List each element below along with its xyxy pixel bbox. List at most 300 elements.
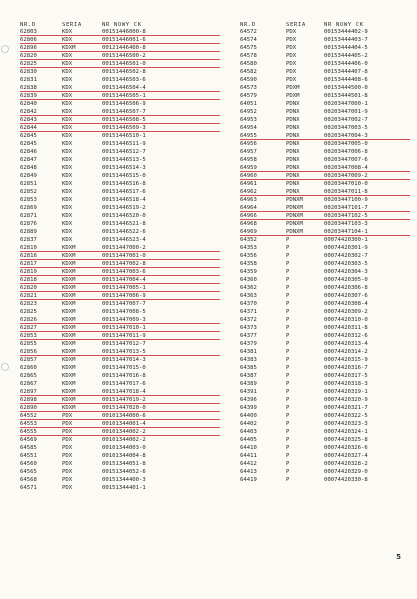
table-row	[20, 340, 220, 348]
row-nr: 62849	[20, 173, 37, 179]
row-kod: 00153444403-7	[324, 37, 368, 43]
row-kod: 00203447011-8	[324, 189, 368, 195]
row-kod: 00151447017-6	[102, 381, 146, 387]
table-row	[20, 412, 220, 420]
row-kod: 00074420302-7	[324, 253, 368, 259]
row-seria: PDNX	[286, 133, 300, 139]
row-seria: KDXM	[62, 293, 76, 299]
row-nr: 64352	[240, 237, 257, 243]
row-nr: 64411	[240, 453, 257, 459]
row-kod: 00151446500-2	[102, 53, 146, 59]
table-row	[240, 172, 410, 180]
row-seria: P	[286, 421, 290, 427]
row-seria: KDX	[62, 181, 73, 187]
table-row	[240, 428, 410, 436]
row-nr: 62830	[20, 69, 37, 75]
row-seria: KDXM	[62, 317, 76, 323]
row-seria: KDXM	[62, 333, 76, 339]
row-kod: 00151446515-0	[102, 173, 146, 179]
table-row	[240, 60, 410, 68]
table-row	[20, 116, 220, 124]
table-row	[240, 132, 410, 140]
row-nr: 62803	[20, 29, 37, 35]
row-kod: 00151447000-2	[102, 245, 146, 251]
table-row	[240, 268, 410, 276]
row-nr: 64402	[240, 421, 257, 427]
row-kod: 00074420321-7	[324, 405, 368, 411]
row-seria: KDXM	[62, 349, 76, 355]
row-nr: 64373	[240, 325, 257, 331]
left-table-body	[20, 28, 220, 492]
table-row	[240, 220, 410, 228]
row-nr: 64579	[240, 93, 257, 99]
row-nr: 62856	[20, 349, 37, 355]
left-column	[20, 12, 220, 492]
row-nr: 64387	[240, 373, 257, 379]
row-nr: 64405	[240, 437, 257, 443]
row-nr: 62825	[20, 61, 37, 67]
row-nr: 64953	[240, 117, 257, 123]
row-kod: 00074420300-1	[324, 237, 368, 243]
row-seria: KDXM	[62, 357, 76, 363]
row-nr: 64370	[240, 301, 257, 307]
row-seria: KDXM	[62, 277, 76, 283]
row-nr: 64385	[240, 365, 257, 371]
table-row	[240, 68, 410, 76]
row-seria: KDXM	[62, 381, 76, 387]
table-row	[240, 340, 410, 348]
row-seria: KDX	[62, 77, 73, 83]
row-nr: 64575	[240, 45, 257, 51]
row-seria: KDX	[62, 93, 73, 99]
table-row	[240, 396, 410, 404]
row-seria: KDXM	[62, 253, 76, 259]
row-kod: 00203447007-6	[324, 157, 368, 163]
row-nr: 64568	[20, 477, 37, 483]
row-nr: 62845	[20, 133, 37, 139]
table-row	[20, 324, 220, 332]
table-row	[240, 164, 410, 172]
row-seria: PDNX	[286, 189, 300, 195]
row-nr: 62848	[20, 165, 37, 171]
row-seria: P	[286, 261, 290, 267]
row-seria: KDX	[62, 229, 73, 235]
row-kod: 00151447009-3	[102, 317, 146, 323]
row-kod: 00074420329-0	[324, 469, 368, 475]
row-seria: P	[286, 469, 290, 475]
row-kod: 00203447001-9	[324, 109, 368, 115]
table-row	[240, 420, 410, 428]
table-row	[20, 164, 220, 172]
row-seria: P	[286, 453, 290, 459]
table-row	[20, 260, 220, 268]
row-nr: 64362	[240, 285, 257, 291]
table-row	[20, 460, 220, 468]
row-kod: 00074420323-3	[324, 421, 368, 427]
row-seria: PDX	[62, 421, 73, 427]
table-row	[240, 332, 410, 340]
row-kod: 00074420328-2	[324, 461, 368, 467]
table-row	[20, 44, 220, 52]
table-row	[20, 292, 220, 300]
row-seria: KDXM	[62, 301, 76, 307]
row-kod: 00074420327-4	[324, 453, 368, 459]
table-row	[20, 108, 220, 116]
row-seria: KDXM	[62, 245, 76, 251]
row-seria: KDXM	[62, 405, 76, 411]
row-nr: 62842	[20, 109, 37, 115]
row-nr: 64958	[240, 157, 257, 163]
row-nr: 64565	[20, 469, 37, 475]
table-row	[20, 300, 220, 308]
row-kod: 00074420326-6	[324, 445, 368, 451]
row-kod: 00074420308-4	[324, 301, 368, 307]
row-seria: P	[286, 405, 290, 411]
row-kod: 00203447009-2	[324, 173, 368, 179]
row-nr: 62853	[20, 197, 37, 203]
row-kod: 00203447010-0	[324, 181, 368, 187]
table-row	[20, 140, 220, 148]
row-kod: 00101344002-2	[102, 437, 146, 443]
row-seria: PDNX	[286, 101, 300, 107]
table-row	[240, 284, 410, 292]
row-seria: PDX	[286, 53, 297, 59]
table-row	[20, 28, 220, 36]
row-seria: P	[286, 333, 290, 339]
row-nr: 62826	[20, 317, 37, 323]
row-seria: KDXM	[62, 373, 76, 379]
row-kod: 00203447000-1	[324, 101, 368, 107]
row-nr: 64381	[240, 349, 257, 355]
table-row	[240, 204, 410, 212]
row-nr: 64590	[240, 77, 257, 83]
row-nr: 64377	[240, 333, 257, 339]
row-nr: 62843	[20, 117, 37, 123]
row-kod: 00153444407-8	[324, 69, 368, 75]
row-kod: 00151447005-1	[102, 285, 146, 291]
row-kod: 00074420322-5	[324, 413, 368, 419]
row-kod: 00203447100-9	[324, 197, 368, 203]
row-seria: KDXM	[62, 269, 76, 275]
row-kod: 00074420310-0	[324, 317, 368, 323]
row-seria: KDX	[62, 29, 73, 35]
row-nr: 62860	[20, 365, 37, 371]
row-kod: 00203447003-5	[324, 125, 368, 131]
table-row	[20, 148, 220, 156]
row-nr: 62867	[20, 381, 37, 387]
row-seria: KDX	[62, 237, 73, 243]
table-row	[20, 268, 220, 276]
table-row	[20, 332, 220, 340]
punch-hole	[1, 363, 9, 371]
row-nr: 62855	[20, 341, 37, 347]
row-kod: 00074420317-5	[324, 373, 368, 379]
row-kod: 00203447005-0	[324, 141, 368, 147]
table-row	[20, 244, 220, 252]
row-nr: 62890	[20, 405, 37, 411]
table-row	[20, 308, 220, 316]
row-nr: 62820	[20, 53, 37, 59]
row-nr: 64954	[240, 125, 257, 131]
row-seria: KDXM	[62, 261, 76, 267]
row-seria: PDX	[62, 429, 73, 435]
row-nr: 62857	[20, 357, 37, 363]
row-kod: 00153444500-0	[324, 85, 368, 91]
row-seria: KDXM	[62, 389, 76, 395]
row-kod: 00203447002-7	[324, 117, 368, 123]
row-kod: 00151447013-5	[102, 349, 146, 355]
table-row	[20, 92, 220, 100]
row-kod: 00151446001-6	[102, 37, 146, 43]
row-nr: 62820	[20, 285, 37, 291]
row-seria: P	[286, 269, 290, 275]
row-seria: P	[286, 309, 290, 315]
header-kod: NR NOWY CK	[324, 22, 364, 28]
row-kod: 00151446504-4	[102, 85, 146, 91]
table-row	[240, 180, 410, 188]
row-kod: 00153444408-6	[324, 77, 368, 83]
left-header	[20, 12, 220, 28]
row-nr: 62838	[20, 85, 37, 91]
table-row	[240, 140, 410, 148]
table-row	[20, 76, 220, 84]
row-kod: 00074420315-9	[324, 357, 368, 363]
row-nr: 64571	[20, 485, 37, 491]
row-nr: 62896	[20, 45, 37, 51]
row-seria: P	[286, 437, 290, 443]
row-kod: 00153444501-8	[324, 93, 368, 99]
row-seria: PDXM	[286, 85, 300, 91]
row-kod: 00203447102-5	[324, 213, 368, 219]
row-kod: 00074420306-8	[324, 285, 368, 291]
table-row	[240, 100, 410, 108]
row-seria: PDX	[286, 37, 297, 43]
row-kod: 00074420309-2	[324, 309, 368, 315]
row-kod: 00151446508-5	[102, 117, 146, 123]
table-row	[240, 260, 410, 268]
table-row	[240, 212, 410, 220]
row-nr: 62844	[20, 125, 37, 131]
row-kod: 00151344052-6	[102, 469, 146, 475]
row-kod: 00074420307-6	[324, 293, 368, 299]
table-row	[240, 244, 410, 252]
row-kod: 00151446000-8	[102, 29, 146, 35]
header-kod: NR NOWY CK	[102, 22, 142, 28]
row-seria: PDX	[62, 485, 73, 491]
row-seria: PDNX	[286, 109, 300, 115]
row-kod: 00151446517-6	[102, 189, 146, 195]
row-nr: 64399	[240, 405, 257, 411]
row-kod: 00151447007-7	[102, 301, 146, 307]
row-nr: 62806	[20, 37, 37, 43]
row-seria: P	[286, 477, 290, 483]
row-kod: 00151447014-3	[102, 357, 146, 363]
table-row	[20, 124, 220, 132]
table-row	[240, 412, 410, 420]
row-kod: 00151446518-4	[102, 197, 146, 203]
row-nr: 64410	[240, 445, 257, 451]
row-nr: 64956	[240, 141, 257, 147]
row-kod: 00151447008-5	[102, 309, 146, 315]
row-nr: 62889	[20, 229, 37, 235]
row-seria: PDNX	[286, 173, 300, 179]
row-nr: 64551	[20, 453, 37, 459]
row-seria: PDNX	[286, 141, 300, 147]
row-kod: 00151447011-9	[102, 333, 146, 339]
header-nr: NR.D	[20, 22, 36, 28]
row-seria: P	[286, 277, 290, 283]
row-seria: KDXM	[62, 45, 76, 51]
right-header	[240, 12, 410, 28]
row-kod: 00151446513-5	[102, 157, 146, 163]
row-seria: KDX	[62, 141, 73, 147]
row-kod: 00151446519-2	[102, 205, 146, 211]
row-seria: KDX	[62, 109, 73, 115]
row-kod: 00151446514-3	[102, 165, 146, 171]
row-nr: 64379	[240, 341, 257, 347]
row-kod: 00151446522-6	[102, 229, 146, 235]
row-kod: 00151446516-8	[102, 181, 146, 187]
row-nr: 64574	[240, 37, 257, 43]
header-nr: NR.D	[240, 22, 256, 28]
table-row	[240, 52, 410, 60]
row-seria: PDNX	[286, 117, 300, 123]
row-nr: 64969	[240, 229, 257, 235]
row-seria: PDX	[62, 461, 73, 467]
row-nr: 64966	[240, 213, 257, 219]
header-seria: SERIA	[62, 22, 82, 28]
row-kod: 00153444406-0	[324, 61, 368, 67]
table-row	[240, 124, 410, 132]
row-kod: 00153444404-5	[324, 45, 368, 51]
row-nr: 64962	[240, 189, 257, 195]
table-row	[20, 372, 220, 380]
row-kod: 00151446523-4	[102, 237, 146, 243]
row-seria: PDX	[62, 437, 73, 443]
row-nr: 64360	[240, 277, 257, 283]
right-column	[240, 12, 410, 484]
row-kod: 00151447012-7	[102, 341, 146, 347]
row-kod: 00151446512-7	[102, 149, 146, 155]
table-row	[20, 132, 220, 140]
row-nr: 64358	[240, 261, 257, 267]
row-nr: 64560	[20, 461, 37, 467]
row-kod: 00151446509-3	[102, 125, 146, 131]
row-seria: PDX	[62, 453, 73, 459]
row-kod: 00151447004-4	[102, 277, 146, 283]
row-seria: P	[286, 285, 290, 291]
row-nr: 64957	[240, 149, 257, 155]
row-kod: 00151446505-1	[102, 93, 146, 99]
row-seria: P	[286, 301, 290, 307]
row-nr: 64396	[240, 397, 257, 403]
row-nr: 64955	[240, 133, 257, 139]
row-kod: 00151446510-1	[102, 133, 146, 139]
row-seria: P	[286, 429, 290, 435]
row-seria: PDNX	[286, 157, 300, 163]
right-table-body	[240, 28, 410, 484]
row-seria: KDX	[62, 133, 73, 139]
row-kod: 00203447008-4	[324, 165, 368, 171]
table-row	[20, 316, 220, 324]
row-seria: PDXM	[286, 93, 300, 99]
row-nr: 64363	[240, 293, 257, 299]
row-nr: 64963	[240, 197, 257, 203]
row-kod: 00151447018-4	[102, 389, 146, 395]
table-row	[20, 188, 220, 196]
row-seria: PDX	[286, 69, 297, 75]
table-row	[20, 52, 220, 60]
table-row	[20, 156, 220, 164]
row-seria: P	[286, 293, 290, 299]
row-seria: KDX	[62, 165, 73, 171]
row-nr: 64573	[240, 85, 257, 91]
row-nr: 62851	[20, 181, 37, 187]
row-nr: 64961	[240, 181, 257, 187]
row-nr: 62865	[20, 373, 37, 379]
row-seria: KDX	[62, 149, 73, 155]
row-seria: PDNXM	[286, 197, 303, 203]
row-nr: 64383	[240, 357, 257, 363]
row-kod: 00151446507-7	[102, 109, 146, 115]
row-seria: PDNXM	[286, 205, 303, 211]
table-row	[20, 172, 220, 180]
row-kod: 00074420311-8	[324, 325, 368, 331]
table-row	[240, 468, 410, 476]
row-nr: 62847	[20, 157, 37, 163]
table-row	[20, 196, 220, 204]
row-seria: PDNX	[286, 125, 300, 131]
table-row	[20, 36, 220, 44]
row-nr: 64555	[20, 429, 37, 435]
table-row	[20, 380, 220, 388]
row-seria: PDNX	[286, 165, 300, 171]
row-nr: 64553	[20, 421, 37, 427]
row-nr: 64359	[240, 269, 257, 275]
row-nr: 62898	[20, 397, 37, 403]
row-nr: 64578	[240, 53, 257, 59]
row-nr: 64569	[20, 437, 37, 443]
row-seria: KDXM	[62, 397, 76, 403]
row-nr: 62852	[20, 189, 37, 195]
row-kod: 00074420325-8	[324, 437, 368, 443]
table-row	[240, 316, 410, 324]
row-nr: 62853	[20, 333, 37, 339]
row-kod: 00101344003-0	[102, 445, 146, 451]
row-kod: 00151446503-6	[102, 77, 146, 83]
row-seria: KDX	[62, 197, 73, 203]
table-row	[20, 468, 220, 476]
table-row	[20, 356, 220, 364]
table-row	[240, 372, 410, 380]
row-seria: KDX	[62, 125, 73, 131]
page-number: 5	[396, 553, 401, 561]
row-nr: 64572	[240, 29, 257, 35]
table-row	[240, 404, 410, 412]
row-seria: P	[286, 365, 290, 371]
row-seria: P	[286, 357, 290, 363]
row-seria: P	[286, 245, 290, 251]
table-row	[20, 204, 220, 212]
row-kod: 00074420330-8	[324, 477, 368, 483]
table-row	[20, 364, 220, 372]
table-row	[20, 228, 220, 236]
table-row	[240, 84, 410, 92]
table-row	[240, 228, 410, 236]
row-kod: 00151344401-1	[102, 485, 146, 491]
table-row	[240, 252, 410, 260]
row-kod: 00151447003-6	[102, 269, 146, 275]
